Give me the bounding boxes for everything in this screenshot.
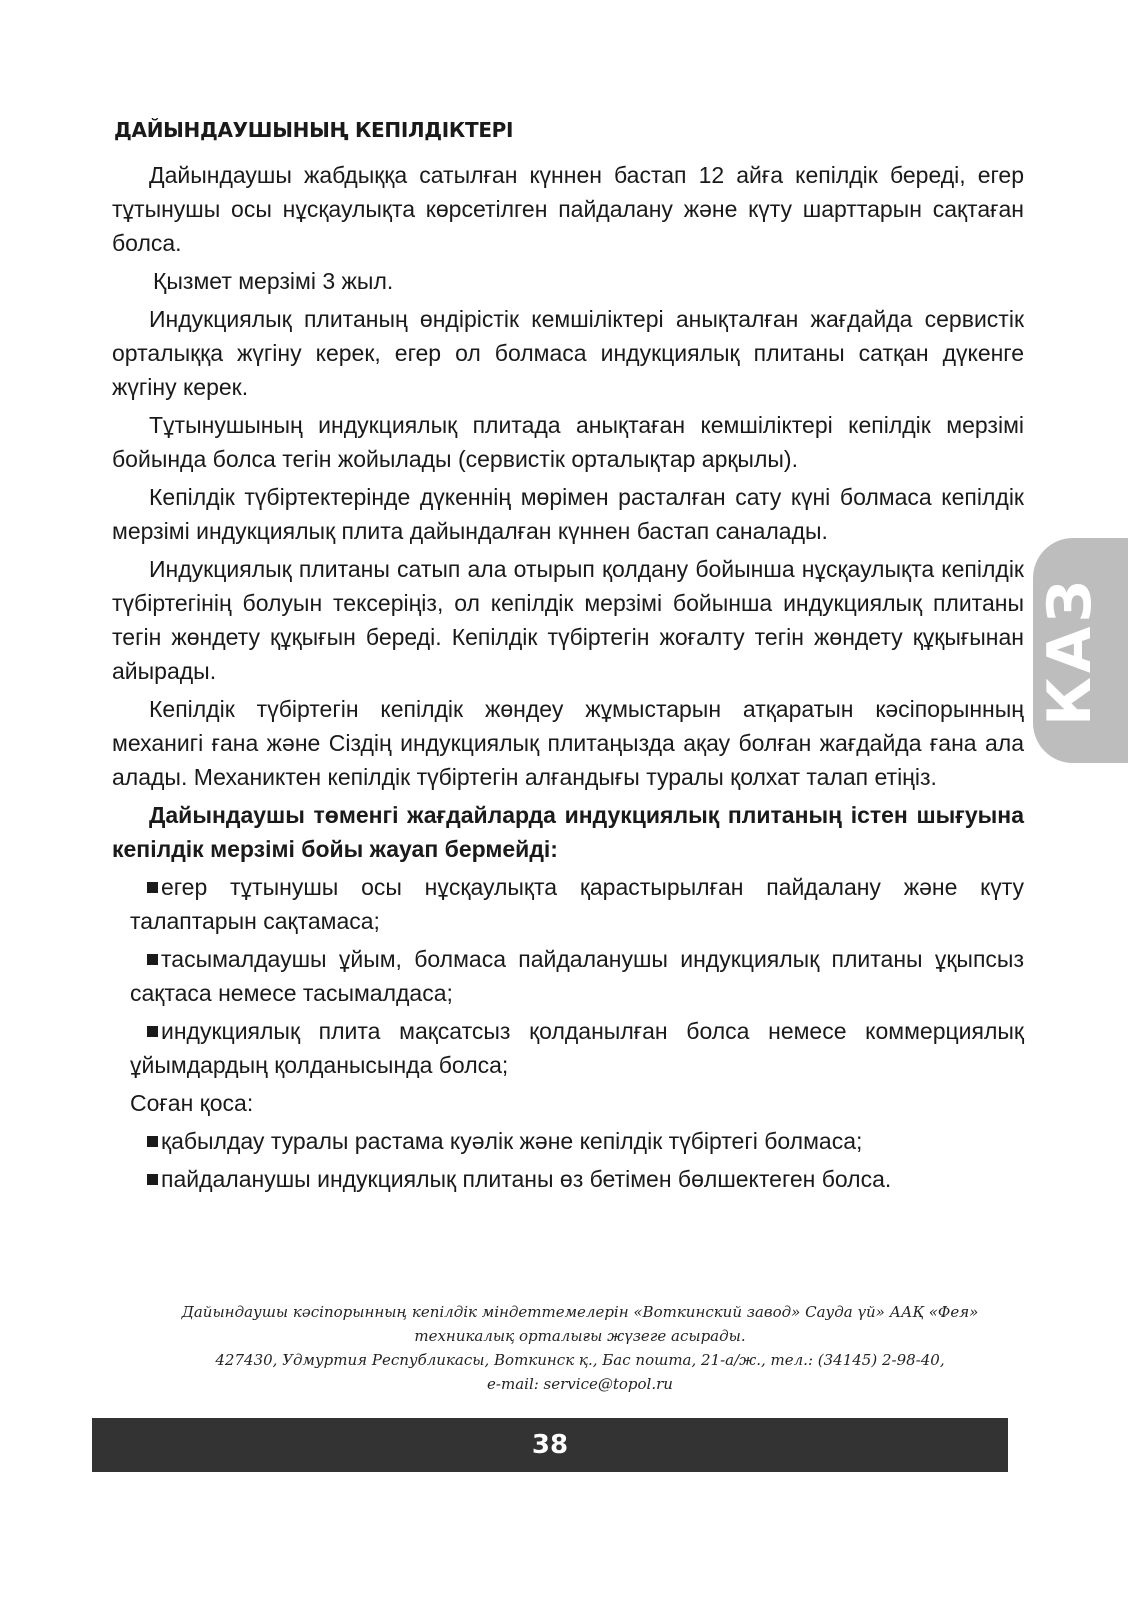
list-item-text: қабылдау туралы растама куәлік және кепілдік түбіртегі болмаса; <box>161 1128 863 1154</box>
list-item <box>130 1014 1024 1082</box>
list-item-text: индукциялық плита мақсатсыз қолданылған болса немесе коммерциялық ұйымдардың қолданысында болса; <box>130 1018 1024 1078</box>
footer-line-email: e-mail: service@topol.ru <box>487 1375 673 1393</box>
page-heading: ДАЙЫНДАУШЫНЫҢ КЕПІЛДІКТЕРІ <box>114 118 514 142</box>
language-side-tab <box>1033 538 1128 763</box>
list-item <box>130 1124 1024 1158</box>
footer-line-service-center: Дайындаушы кәсіпорынның кепілдік міндеттемелерін «Воткинский завод» Сауда үй» ААҚ «Фея» техникалық орталығы жүзеге асырады. <box>181 1303 979 1345</box>
paragraph-coupon-receipt: Кепілдік түбіртегін кепілдік жөндеу жұмыстарын атқаратын кәсіпорынның механигі ғана және Сіздің индукциялық плитаңызда ақау болған жағдайда ғана ала алады. Механиктен кепілдік түбіртегін алғандығы туралы қолхат талап етіңіз. <box>112 696 1024 790</box>
paragraph-warranty-period: Дайындаушы жабдыққа сатылған күннен бастап 12 айға кепілдік береді, егер тұтынушы осы нұсқаулықта көрсетілген пайдалану және күту шарттарын сақтаған болса. <box>112 162 1024 256</box>
list-item <box>130 942 1024 1010</box>
paragraph-defects: Индукциялық плитаның өндірістік кемшіліктері анықталған жағдайда сервистік орталыққа жүгіну керек, егер ол болмаса индукциялық плитаны сатқан дүкенге жүгіну керек. <box>112 306 1024 400</box>
square-bullet-icon <box>147 1136 158 1147</box>
paragraph-sale-date: Кепілдік түбіртектерінде дүкеннің мөрімен расталған сату күні болмаса кепілдік мерзімі индукциялық плита дайындалған күннен бастап саналады. <box>112 484 1024 544</box>
paragraph-free-repair: Тұтынушының индукциялық плитада анықтаған кемшіліктері кепілдік мерзімі бойында болса тегін жойылады (сервистік орталықтар арқылы). <box>112 412 1024 472</box>
document-body <box>112 114 1024 1200</box>
paragraph-not-responsible: Дайындаушы төменгі жағдайларда индукциялық плитаның істен шығуына кепілдік мерзімі бойы жауап бермейді: <box>112 802 1024 862</box>
footer-service-info <box>150 1300 1010 1396</box>
page-number: 38 <box>531 1430 569 1460</box>
list-item-text: пайдаланушы индукциялық плитаны өз бетімен бөлшектеген болса. <box>161 1166 892 1192</box>
addition-label: Соған қоса: <box>130 1090 254 1116</box>
language-tab-label: КАЗ <box>1035 575 1105 726</box>
square-bullet-icon <box>147 954 158 965</box>
square-bullet-icon <box>147 882 158 893</box>
list-item <box>130 1162 1024 1196</box>
page-number-bar <box>92 1418 1008 1472</box>
list-item-text: егер тұтынушы осы нұсқаулықта қарастырылған пайдалану және күту талаптарын сақтамаса; <box>130 874 1024 934</box>
list-item-text: тасымалдаушы ұйым, болмаса пайдаланушы индукциялық плитаны ұқыпсыз сақтаса немесе тасымалдаса; <box>130 946 1024 1006</box>
list-item <box>130 870 1024 938</box>
paragraph-service-life: Қызмет мерзімі 3 жыл. <box>153 268 394 294</box>
square-bullet-icon <box>147 1174 158 1185</box>
footer-line-address: 427430, Удмуртия Республикасы, Воткинск қ., Бас пошта, 21-а/ж., тел.: (34145) 2-98-40, <box>215 1351 945 1369</box>
square-bullet-icon <box>147 1026 158 1037</box>
paragraph-coupon-check: Индукциялық плитаны сатып ала отырып қолдану бойынша нұсқаулықта кепілдік түбіртегінің болуын тексеріңіз, ол кепілдік мерзімі бойынша индукциялық плитаны тегін жөндету құқығын береді. Кепілдік түбіртегін жоғалту тегін жөндету құқығынан айырады. <box>112 556 1024 684</box>
